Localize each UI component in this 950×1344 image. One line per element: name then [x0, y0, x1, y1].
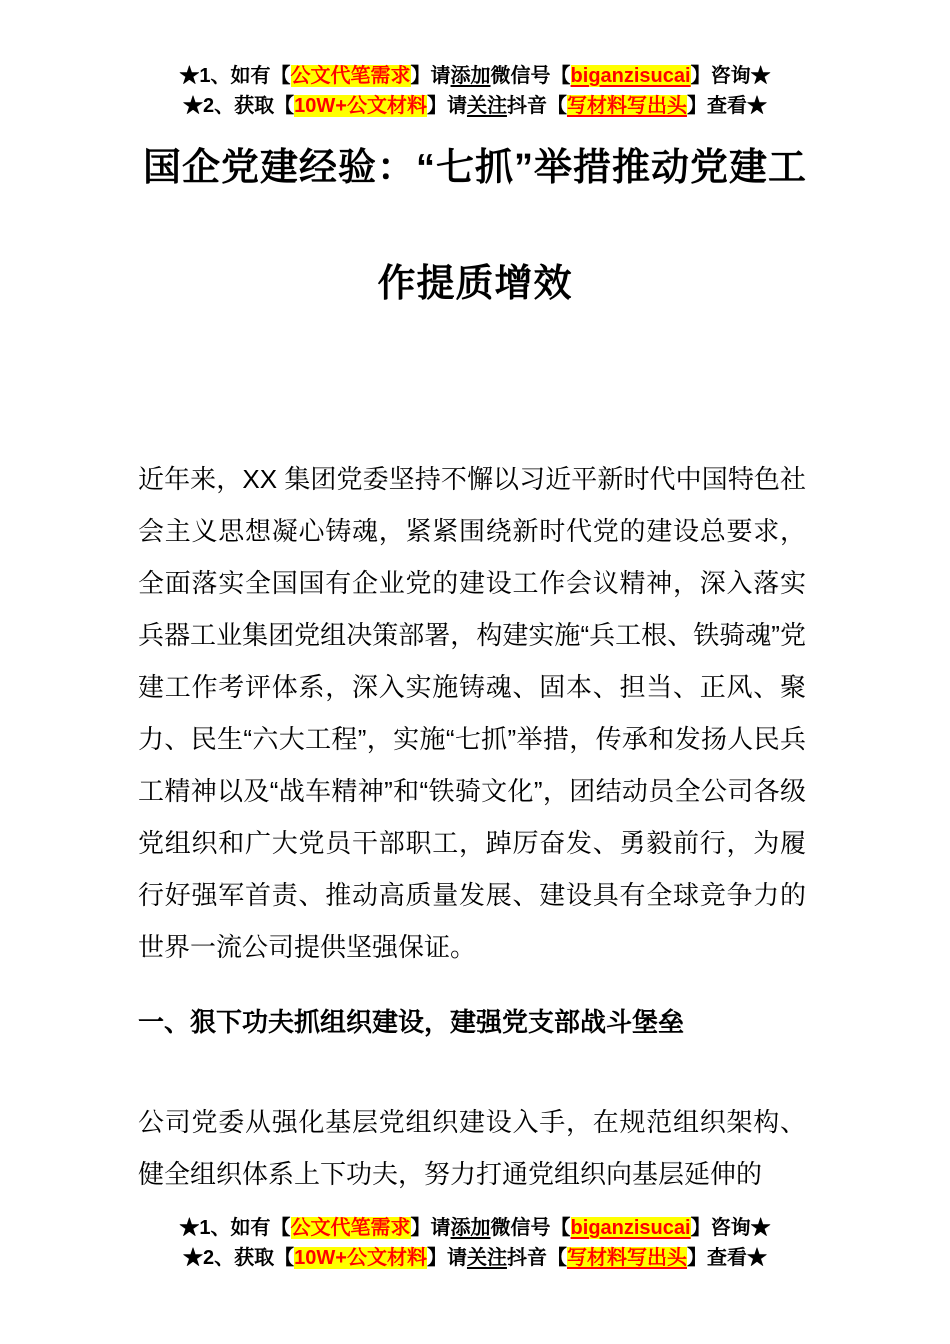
document-title	[0, 110, 950, 342]
wechat-id-highlight: biganzisucai	[570, 65, 691, 87]
notice-text: ★1、如有【	[179, 1217, 291, 1239]
paragraph-section-1: 公司党委从强化基层党组织建设入手，在规范组织架构、健全组织体系上下功夫，努力打通党组织向基层延伸的	[138, 1107, 806, 1189]
notice-text: ★1、如有【	[179, 65, 291, 87]
notice-underlined-text: 关注	[466, 1247, 507, 1269]
notice-highlight: 公文代笔需求	[290, 65, 411, 87]
notice-text: 抖音【	[506, 1247, 567, 1269]
footer-notice-line-1	[0, 1213, 950, 1243]
section-heading-1: 一、狠下功夫抓组织建设，建强党支部战斗堡垒	[138, 1007, 685, 1037]
notice-text: 微信号【	[490, 65, 571, 87]
notice-text: 】查看★	[686, 1247, 767, 1269]
notice-text: 】咨询★	[690, 1217, 771, 1239]
douyin-id-highlight: 写材料写出头	[566, 95, 687, 117]
header-notice-line-1	[0, 61, 950, 91]
notice-text: 抖音【	[506, 95, 567, 117]
notice-highlight: 10W+公文材料	[294, 95, 427, 117]
notice-text: 】请	[410, 65, 451, 87]
notice-text: ★2、获取【	[183, 1247, 295, 1269]
document-body	[138, 453, 806, 1200]
notice-underlined-text: 关注	[466, 95, 507, 117]
document-title-line-2: 作提质增效	[377, 263, 573, 305]
notice-text: 】请	[426, 95, 467, 117]
document-title-line-1: 国企党建经验：“七抓”举措推动党建工	[142, 147, 807, 189]
notice-text: 】请	[410, 1217, 451, 1239]
notice-underlined-text: 添加	[450, 65, 491, 87]
footer-notice-line-2	[0, 1243, 950, 1273]
notice-underlined-text: 添加	[450, 1217, 491, 1239]
notice-highlight: 10W+公文材料	[294, 1247, 427, 1269]
notice-text: ★2、获取【	[183, 95, 295, 117]
notice-text: 】请	[426, 1247, 467, 1269]
wechat-id-highlight: biganzisucai	[570, 1217, 691, 1239]
notice-text: 】咨询★	[690, 65, 771, 87]
douyin-id-highlight: 写材料写出头	[566, 1247, 687, 1269]
notice-text: 】查看★	[686, 95, 767, 117]
notice-highlight: 公文代笔需求	[290, 1217, 411, 1239]
footer-notice	[0, 1213, 950, 1273]
notice-text: 微信号【	[490, 1217, 571, 1239]
paragraph-intro: 近年来，XX 集团党委坚持不懈以习近平新时代中国特色社会主义思想凝心铸魂，紧紧围绕新时代党的建设总要求，全面落实全国国有企业党的建设工作会议精神，深入落实兵器工业集团党组决策部署，构建实施“兵工根、铁骑魂”党建工作考评体系，深入实施铸魂、固本、担当、正风、聚力、民生“六大工程”，实施“七抓”举措，传承和发扬人民兵工精神以及“战车精神”和“铁骑文化”，团结动员全公司各级党组织和广大党员干部职工，踔厉奋发、勇毅前行，为履行好强军首责、推动高质量发展、建设具有全球竞争力的世界一流公司提供坚强保证。	[138, 464, 806, 962]
